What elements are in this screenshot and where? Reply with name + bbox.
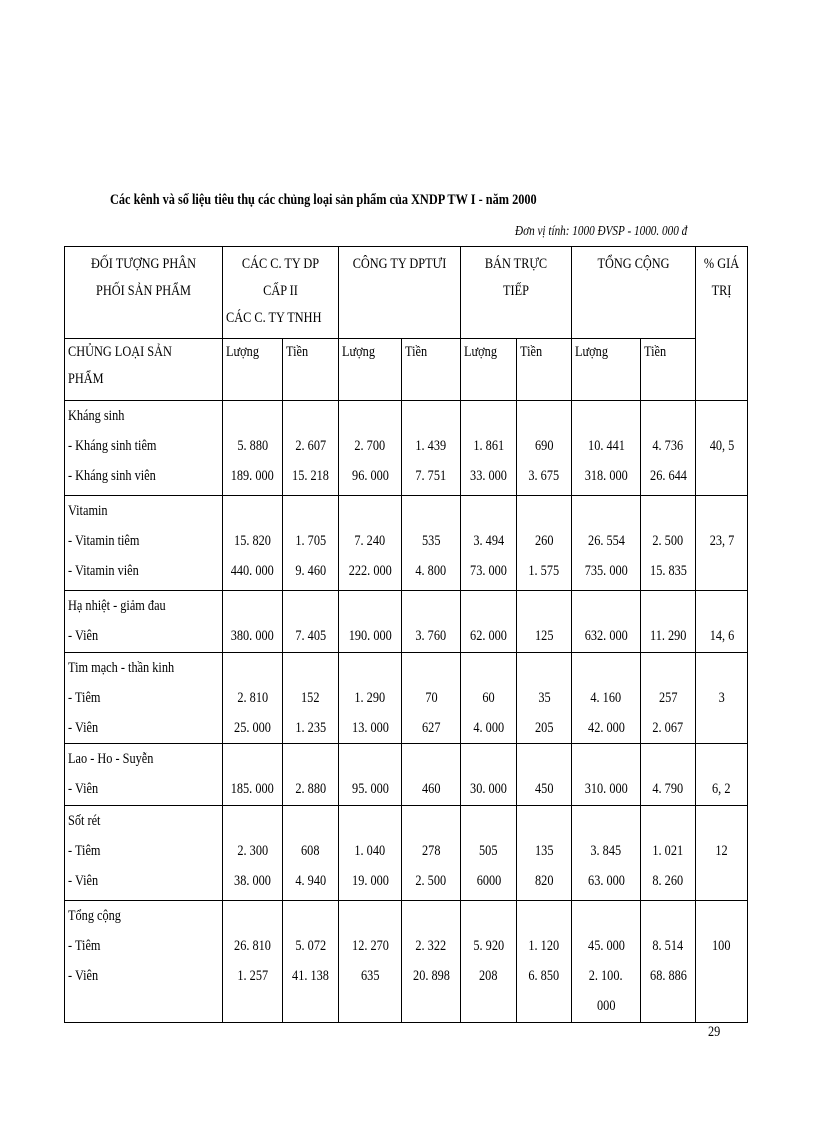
money-cell: 450 — [517, 744, 572, 806]
qty-cell: 1. 861 33. 000 — [461, 401, 517, 496]
money-cell: 1. 705 9. 460 — [283, 496, 339, 591]
qty-cell: 4. 160 42. 000 — [572, 653, 641, 744]
table-title: Các kênh và số liệu tiêu thụ các chủng loại sản phẩm của XNDP TW I - năm 2000 — [110, 192, 537, 208]
subheader-row — [65, 339, 748, 401]
money-cell: 11. 290 — [641, 591, 696, 653]
category-label: Hạ nhiệt - giảm đau - Viên — [65, 591, 223, 653]
percent-cell: 14, 6 — [696, 591, 748, 653]
header-distribution-target: ĐỐI TƯỢNG PHÂN PHỐI SẢN PHẨM — [65, 247, 223, 339]
header-channel-direct: BÁN TRỰC TIẾP — [461, 247, 572, 339]
header-product-category: CHỦNG LOẠI SẢN PHẨM — [65, 339, 223, 401]
money-cell: 4. 790 — [641, 744, 696, 806]
qty-cell: 190. 000 — [339, 591, 402, 653]
money-cell: 2. 607 15. 218 — [283, 401, 339, 496]
qty-cell: 3. 494 73. 000 — [461, 496, 517, 591]
money-cell: 4. 736 26. 644 — [641, 401, 696, 496]
percent-cell: 6, 2 — [696, 744, 748, 806]
money-cell: 278 2. 500 — [402, 806, 461, 901]
money-cell: 2. 322 20. 898 — [402, 901, 461, 1023]
qty-cell: 3. 845 63. 000 — [572, 806, 641, 901]
money-cell: 125 — [517, 591, 572, 653]
category-label: Vitamin - Vitamin tiêm - Vitamin viên — [65, 496, 223, 591]
money-cell: 8. 514 68. 886 — [641, 901, 696, 1023]
header-channel-central: CÔNG TY DPTƯI — [339, 247, 461, 339]
header-money: Tiền — [402, 339, 461, 401]
qty-cell: 45. 000 2. 100. 000 — [572, 901, 641, 1023]
money-cell: 5. 072 41. 138 — [283, 901, 339, 1023]
qty-cell: 95. 000 — [339, 744, 402, 806]
money-cell: 35 205 — [517, 653, 572, 744]
qty-cell: 2. 810 25. 000 — [223, 653, 283, 744]
table-row — [65, 653, 748, 744]
qty-cell: 632. 000 — [572, 591, 641, 653]
money-cell: 257 2. 067 — [641, 653, 696, 744]
qty-cell: 505 6000 — [461, 806, 517, 901]
header-qty: Lượng — [223, 339, 283, 401]
qty-cell: 15. 820 440. 000 — [223, 496, 283, 591]
money-cell: 1. 120 6. 850 — [517, 901, 572, 1023]
table-row — [65, 744, 748, 806]
percent-cell: 12 — [696, 806, 748, 901]
header-money: Tiền — [641, 339, 696, 401]
money-cell: 1. 439 7. 751 — [402, 401, 461, 496]
unit-note: Đơn vị tính: 1000 ĐVSP - 1000. 000 đ — [515, 224, 688, 239]
header-qty: Lượng — [572, 339, 641, 401]
money-cell: 460 — [402, 744, 461, 806]
header-money: Tiền — [517, 339, 572, 401]
header-channel-level2: CÁC C. TY DP CẤP II CÁC C. TY TNHH — [223, 247, 339, 339]
money-cell: 690 3. 675 — [517, 401, 572, 496]
qty-cell: 5. 920 208 — [461, 901, 517, 1023]
header-qty: Lượng — [339, 339, 402, 401]
qty-cell: 2. 300 38. 000 — [223, 806, 283, 901]
qty-cell: 7. 240 222. 000 — [339, 496, 402, 591]
percent-cell: 100 — [696, 901, 748, 1023]
money-cell: 2. 880 — [283, 744, 339, 806]
qty-cell: 60 4. 000 — [461, 653, 517, 744]
percent-cell: 23, 7 — [696, 496, 748, 591]
money-cell: 608 4. 940 — [283, 806, 339, 901]
header-money: Tiền — [283, 339, 339, 401]
header-total: TỔNG CỘNG — [572, 247, 696, 339]
qty-cell: 185. 000 — [223, 744, 283, 806]
table-row — [65, 901, 748, 1023]
category-label: Lao - Ho - Suyễn - Viên — [65, 744, 223, 806]
percent-cell: 3 — [696, 653, 748, 744]
qty-cell: 12. 270 635 — [339, 901, 402, 1023]
money-cell: 260 1. 575 — [517, 496, 572, 591]
table-row — [65, 806, 748, 901]
money-cell: 7. 405 — [283, 591, 339, 653]
money-cell: 70 627 — [402, 653, 461, 744]
category-label: Tổng cộng - Tiêm - Viên — [65, 901, 223, 1023]
category-label: Tim mạch - thần kinh - Tiêm - Viên — [65, 653, 223, 744]
qty-cell: 5. 880 189. 000 — [223, 401, 283, 496]
table-row — [65, 496, 748, 591]
money-cell: 535 4. 800 — [402, 496, 461, 591]
header-qty: Lượng — [461, 339, 517, 401]
money-cell: 152 1. 235 — [283, 653, 339, 744]
category-label: Kháng sinh - Kháng sinh tiêm - Kháng sinh viên — [65, 401, 223, 496]
table-row — [65, 401, 748, 496]
sales-table — [64, 246, 748, 1023]
header-percent-value: % GIÁ TRỊ — [696, 247, 748, 401]
qty-cell: 1. 290 13. 000 — [339, 653, 402, 744]
money-cell: 2. 500 15. 835 — [641, 496, 696, 591]
qty-cell: 30. 000 — [461, 744, 517, 806]
qty-cell: 380. 000 — [223, 591, 283, 653]
page-number: 29 — [708, 1024, 721, 1040]
qty-cell: 26. 554 735. 000 — [572, 496, 641, 591]
qty-cell: 2. 700 96. 000 — [339, 401, 402, 496]
percent-cell: 40, 5 — [696, 401, 748, 496]
qty-cell: 62. 000 — [461, 591, 517, 653]
qty-cell: 310. 000 — [572, 744, 641, 806]
money-cell: 135 820 — [517, 806, 572, 901]
money-cell: 3. 760 — [402, 591, 461, 653]
money-cell: 1. 021 8. 260 — [641, 806, 696, 901]
category-label: Sốt rét - Tiêm - Viên — [65, 806, 223, 901]
table-row — [65, 591, 748, 653]
qty-cell: 10. 441 318. 000 — [572, 401, 641, 496]
qty-cell: 26. 810 1. 257 — [223, 901, 283, 1023]
qty-cell: 1. 040 19. 000 — [339, 806, 402, 901]
